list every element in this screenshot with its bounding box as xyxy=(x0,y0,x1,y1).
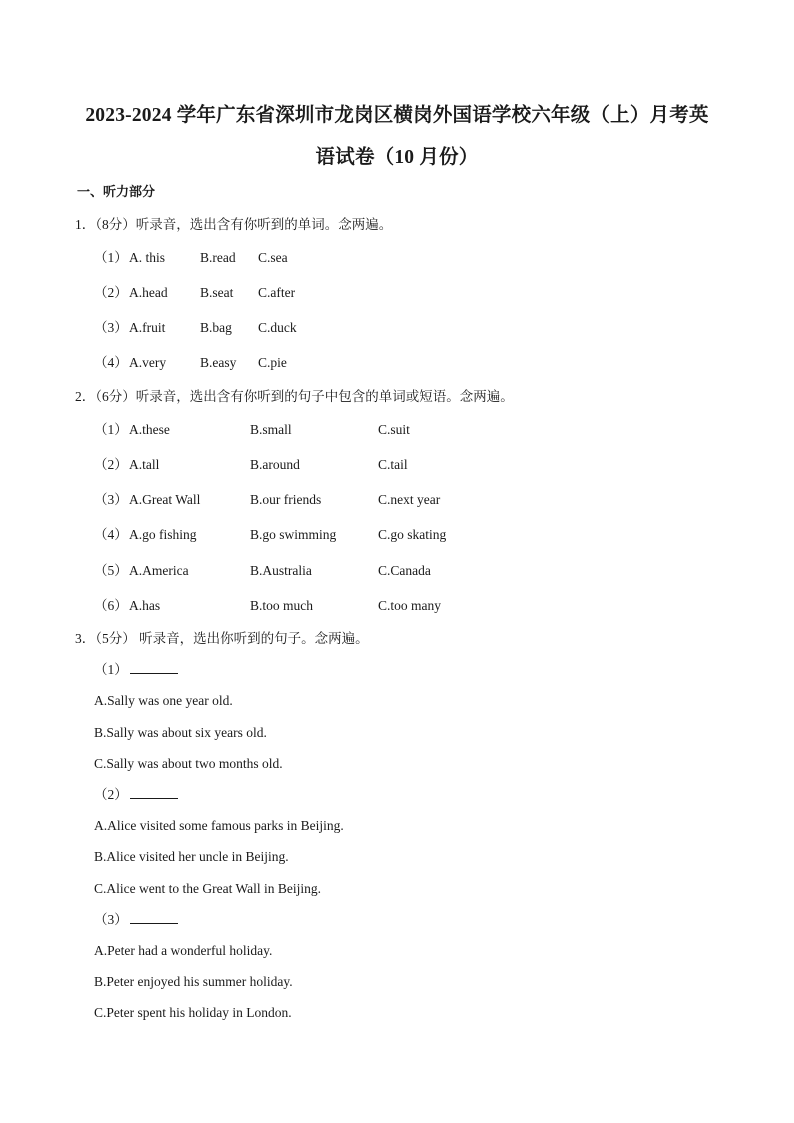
question-3-item-1-option-c: C.Sally was about two months old. xyxy=(94,756,283,771)
option-c: C.duck xyxy=(258,320,297,335)
option-b: B.too much xyxy=(250,598,313,613)
question-3-item-1-number xyxy=(94,661,178,679)
exam-title-line-1: 2023-2024 学年广东省深圳市龙岗区横岗外国语学校六年级（上）月考英 xyxy=(85,105,709,126)
question-3-item-3-option-c: C.Peter spent his holiday in London. xyxy=(94,1005,292,1020)
option-b: B.go swimming xyxy=(250,527,337,542)
option-c: C.suit xyxy=(378,422,410,437)
question-3-item-2-option-b: B.Alice visited her uncle in Beijing. xyxy=(94,849,289,864)
item-number: （1） xyxy=(94,662,128,677)
item-number: （4） xyxy=(94,355,128,370)
option-c: C.too many xyxy=(378,598,441,613)
option-b: B.seat xyxy=(200,285,234,300)
option-b: B.small xyxy=(250,422,292,437)
option-c: C.go skating xyxy=(378,527,447,542)
option-a: A.fruit xyxy=(129,320,166,335)
question-3-item-1-option-a: A.Sally was one year old. xyxy=(94,693,233,708)
question-3-item-1-option-b: B.Sally was about six years old. xyxy=(94,725,267,740)
item-number: （3） xyxy=(94,912,128,927)
option-a: A.tall xyxy=(129,457,160,472)
option-c: C.sea xyxy=(258,250,288,265)
option-c: C.tail xyxy=(378,457,408,472)
option-b: B.bag xyxy=(200,320,232,335)
option-c: C.after xyxy=(258,285,296,300)
option-a: A.very xyxy=(129,355,167,370)
answer-blank xyxy=(130,661,178,674)
option-c: C.next year xyxy=(378,492,441,507)
item-number: （5） xyxy=(94,563,128,578)
section-heading-listening: 一、听力部分 xyxy=(77,184,156,199)
item-number: （2） xyxy=(94,457,128,472)
option-c: C.Canada xyxy=(378,563,431,578)
answer-blank xyxy=(130,911,178,924)
item-number: （3） xyxy=(94,320,128,335)
option-a: A. this xyxy=(129,250,166,265)
item-number: （6） xyxy=(94,598,128,613)
question-2-stem: 2．（6分）听录音，选出含有你听到的句子中包含的单词或短语。念两遍。 xyxy=(75,389,514,404)
item-number: （1） xyxy=(94,250,128,265)
item-number: （1） xyxy=(94,422,128,437)
option-a: A.has xyxy=(129,598,161,613)
option-a: A.head xyxy=(129,285,168,300)
exam-title-line-2: 语试卷（10 月份） xyxy=(315,147,479,168)
option-b: B.our friends xyxy=(250,492,322,507)
option-a: A.go fishing xyxy=(129,527,197,542)
option-c: C.pie xyxy=(258,355,287,370)
item-number: （3） xyxy=(94,492,128,507)
question-3-item-2-option-a: A.Alice visited some famous parks in Beijing. xyxy=(94,818,344,833)
option-a: A.these xyxy=(129,422,170,437)
item-number: （4） xyxy=(94,527,128,542)
question-3-stem: 3．（5分） 听录音，选出你听到的句子。念两遍。 xyxy=(75,631,369,646)
option-b: B.read xyxy=(200,250,236,265)
option-b: B.Australia xyxy=(250,563,312,578)
answer-blank xyxy=(130,786,178,799)
item-number: （2） xyxy=(94,285,128,300)
item-number: （2） xyxy=(94,787,128,802)
option-b: B.easy xyxy=(200,355,237,370)
question-3-item-3-number xyxy=(94,911,178,929)
question-3-item-2-option-c: C.Alice went to the Great Wall in Beijing. xyxy=(94,881,321,896)
question-3-item-3-option-a: A.Peter had a wonderful holiday. xyxy=(94,943,273,958)
question-3-item-3-option-b: B.Peter enjoyed his summer holiday. xyxy=(94,974,293,989)
option-a: A.America xyxy=(129,563,189,578)
option-a: A.Great Wall xyxy=(129,492,201,507)
option-b: B.around xyxy=(250,457,300,472)
question-1-stem: 1．（8分）听录音，选出含有你听到的单词。念两遍。 xyxy=(75,217,393,232)
question-3-item-2-number xyxy=(94,786,178,804)
